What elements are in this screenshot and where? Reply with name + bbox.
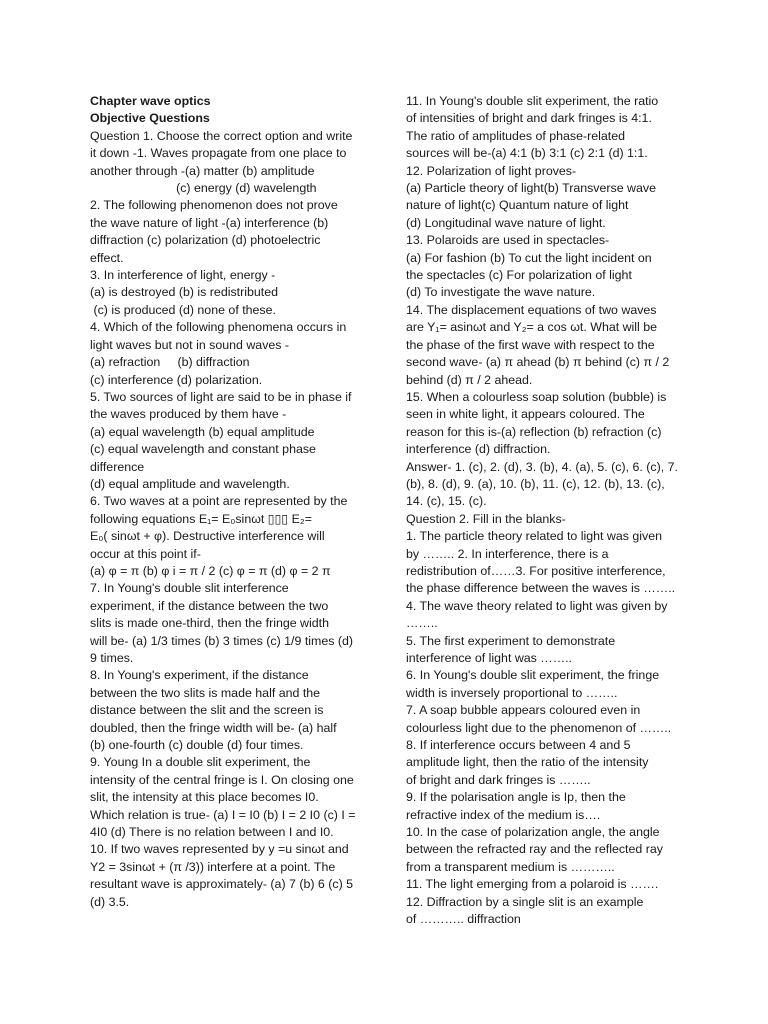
- text-line: (a) refraction (b) diffraction: [90, 355, 250, 370]
- text-line: 5. Two sources of light are said to be in phase if: [90, 389, 352, 404]
- text-line: (b), 8. (d), 9. (a), 10. (b), 11. (c), 12. (b), 13. (c),: [406, 476, 665, 491]
- text-line: following equations E₁= E₀sinωt ▯▯▯ E₂=: [90, 511, 312, 526]
- text-line: second wave- (a) π ahead (b) π behind (c) π / 2: [406, 355, 670, 370]
- text-line: the wave nature of light -(a) interference (b): [90, 215, 329, 230]
- text-line: 7. A soap bubble appears coloured even in: [406, 703, 641, 718]
- text-line: distance between the slit and the screen is: [90, 703, 324, 718]
- text-line: experiment, if the distance between the two: [90, 598, 329, 613]
- text-line: redistribution of……3. For positive interference,: [406, 563, 666, 578]
- heading-line: Objective Questions: [90, 111, 210, 126]
- text-line: (a) equal wavelength (b) equal amplitude: [90, 424, 315, 439]
- text-line: slit, the intensity at this place becomes I0.: [90, 790, 319, 805]
- text-line: the waves produced by them have -: [90, 407, 287, 422]
- text-line: interference (d) diffraction.: [406, 442, 551, 457]
- text-line: (c) is produced (d) none of these.: [90, 302, 276, 317]
- text-line: intensity of the central fringe is I. On closing one: [90, 772, 354, 787]
- text-line: the phase difference between the waves is ……..: [406, 581, 676, 596]
- text-line: interference of light was ……..: [406, 651, 572, 665]
- text-line: 15. When a colourless soap solution (bubble) is: [406, 389, 667, 404]
- text-line: diffraction (c) polarization (d) photoelectric: [90, 233, 321, 248]
- text-line: it down -1. Waves propagate from one place to: [90, 146, 347, 161]
- text-line: (a) is destroyed (b) is redistributed: [90, 285, 278, 300]
- text-line: the phase of the first wave with respect to the: [406, 337, 655, 352]
- text-line: between the two slits is made half and the: [90, 685, 321, 700]
- left-column: [90, 93, 373, 911]
- text-line: width is inversely proportional to ……..: [406, 685, 618, 700]
- text-line: 5. The first experiment to demonstrate: [406, 633, 616, 648]
- text-line: of bright and dark fringes is ……..: [406, 772, 591, 787]
- text-line: (c) equal wavelength and constant phase: [90, 442, 316, 457]
- text-line: 9. If the polarisation angle is Ip, then the: [406, 790, 626, 805]
- text-line: 11. The light emerging from a polaroid is …….: [406, 877, 659, 892]
- text-line: (a) For fashion (b) To cut the light incident on: [406, 250, 652, 265]
- text-line: 2. The following phenomenon does not prove: [90, 198, 338, 213]
- text-line: Question 2. Fill in the blanks-: [406, 511, 566, 526]
- text-line: of intensities of bright and dark fringes is 4:1.: [406, 111, 652, 126]
- text-line: 8. If interference occurs between 4 and 5: [406, 738, 631, 753]
- heading-line: Chapter wave optics: [90, 94, 211, 108]
- text-line: 4. The wave theory related to light was given by: [406, 598, 668, 613]
- text-line: (a) φ = π (b) φ i = π / 2 (c) φ = π (d) φ = 2 π: [90, 563, 331, 578]
- text-line: another through -(a) matter (b) amplitude: [90, 163, 315, 178]
- text-line: 14. The displacement equations of two waves: [406, 302, 657, 317]
- text-line: 9. Young In a double slit experiment, the: [90, 755, 311, 770]
- text-line: ……..: [406, 616, 438, 631]
- text-line: 8. In Young's experiment, if the distance: [90, 668, 309, 683]
- text-line: (a) Particle theory of light(b) Transverse wave: [406, 181, 656, 196]
- text-line: nature of light(c) Quantum nature of light: [406, 198, 629, 213]
- text-line: 1. The particle theory related to light was given: [406, 529, 662, 544]
- text-line: 6. Two waves at a point are represented by the: [90, 494, 348, 509]
- text-line: are Y₁= asinωt and Y₂= a cos ωt. What will be: [406, 320, 658, 335]
- text-line: 10. If two waves represented by y =u sinωt and: [90, 842, 349, 857]
- text-line: effect.: [90, 250, 124, 265]
- text-line: resultant wave is approximately- (a) 7 (b) 6 (c) 5: [90, 877, 354, 892]
- text-line: (c) energy (d) wavelength: [90, 181, 317, 196]
- text-line: sources will be-(a) 4:1 (b) 3:1 (c) 2:1 (d) 1:1.: [406, 146, 648, 161]
- text-line: reason for this is-(a) reflection (b) refraction (c): [406, 424, 662, 439]
- text-line: 12. Polarization of light proves-: [406, 163, 577, 178]
- text-line: (d) Longitudinal wave nature of light.: [406, 215, 606, 230]
- text-line: seen in white light, it appears coloured. The: [406, 407, 645, 422]
- text-line: (b) one-fourth (c) double (d) four times.: [90, 738, 304, 753]
- text-line: between the refracted ray and the reflected ray: [406, 842, 663, 857]
- text-line: slits is made one-third, then the fringe width: [90, 616, 329, 631]
- text-line: (c) interference (d) polarization.: [90, 372, 263, 387]
- text-line: 12. Diffraction by a single slit is an example: [406, 894, 644, 909]
- text-line: 4. Which of the following phenomena occurs in: [90, 320, 347, 335]
- text-line: E₀( sinωt + φ). Destructive interference will: [90, 529, 325, 544]
- text-line: colourless light due to the phenomenon of ……..: [406, 720, 672, 735]
- text-line: amplitude light, then the ratio of the intensity: [406, 755, 649, 770]
- text-line: 13. Polaroids are used in spectacles-: [406, 233, 610, 248]
- text-line: (d) To investigate the wave nature.: [406, 285, 596, 300]
- text-line: 10. In the case of polarization angle, the angle: [406, 825, 660, 840]
- text-line: The ratio of amplitudes of phase-related: [406, 128, 626, 143]
- text-line: from a transparent medium is ………..: [406, 859, 615, 874]
- right-column: [406, 93, 690, 929]
- text-line: Answer- 1. (c), 2. (d), 3. (b), 4. (a), 5. (c), 6. (c), 7.: [406, 459, 678, 474]
- text-line: 4I0 (d) There is no relation between I and I0.: [90, 825, 334, 840]
- text-line: Y2 = 3sinωt + (π /3)) interfere at a point. The: [90, 859, 336, 874]
- text-line: will be- (a) 1/3 times (b) 3 times (c) 1/9 times (d): [90, 633, 354, 648]
- text-line: Which relation is true- (a) I = I0 (b) I = 2 I0 (c) I =: [90, 807, 356, 822]
- text-line: light waves but not in sound waves -: [90, 337, 290, 352]
- text-line: doubled, then the fringe width will be- (a) half: [90, 720, 337, 735]
- text-line: by …….. 2. In interference, there is a: [406, 546, 609, 561]
- text-line: behind (d) π / 2 ahead.: [406, 372, 533, 387]
- text-line: 6. In Young's double slit experiment, the fringe: [406, 668, 660, 683]
- text-line: (d) equal amplitude and wavelength.: [90, 476, 290, 491]
- text-line: of ……….. diffraction: [406, 912, 521, 927]
- text-line: Question 1. Choose the correct option and write: [90, 128, 353, 143]
- text-line: occur at this point if-: [90, 546, 201, 561]
- text-line: 14. (c), 15. (c).: [406, 494, 487, 509]
- text-line: 9 times.: [90, 651, 134, 665]
- text-line: 7. In Young's double slit interference: [90, 581, 289, 596]
- text-line: refractive index of the medium is….: [406, 807, 601, 822]
- text-line: the spectacles (c) For polarization of light: [406, 268, 632, 283]
- text-line: difference: [90, 459, 145, 474]
- text-line: (d) 3.5.: [90, 894, 130, 909]
- text-line: 3. In interference of light, energy -: [90, 268, 276, 283]
- text-line: 11. In Young's double slit experiment, the ratio: [406, 94, 659, 108]
